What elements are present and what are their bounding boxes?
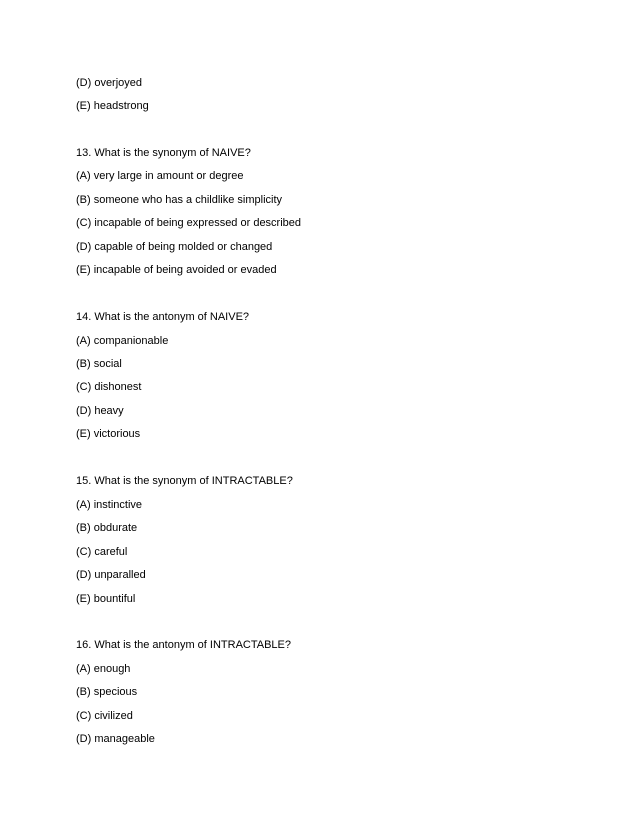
q13-option-e: (E) incapable of being avoided or evaded [76, 264, 277, 276]
option-d-overjoyed: (D) overjoyed [76, 77, 143, 89]
q13-option-c: (C) incapable of being expressed or described [76, 217, 302, 229]
q13-option-d: (D) capable of being molded or changed [76, 241, 273, 253]
q15-option-b: (B) obdurate [76, 522, 138, 534]
q16-option-c: (C) civilized [76, 710, 133, 722]
q16-option-a: (A) enough [76, 663, 131, 675]
question-13: 13. What is the synonym of NAIVE? [76, 147, 251, 159]
question-15: 15. What is the synonym of INTRACTABLE? [76, 475, 293, 487]
option-e-headstrong: (E) headstrong [76, 100, 149, 112]
q14-option-c: (C) dishonest [76, 381, 142, 393]
question-16: 16. What is the antonym of INTRACTABLE? [76, 639, 291, 651]
q14-option-b: (B) social [76, 358, 122, 370]
q14-option-a: (A) companionable [76, 335, 169, 347]
q15-option-c: (C) careful [76, 546, 128, 558]
q13-option-b: (B) someone who has a childlike simplicity [76, 194, 283, 206]
question-14: 14. What is the antonym of NAIVE? [76, 311, 250, 323]
q16-option-d: (D) manageable [76, 733, 155, 745]
q16-option-b: (B) specious [76, 686, 138, 698]
q13-option-a: (A) very large in amount or degree [76, 170, 244, 182]
q15-option-d: (D) unparalled [76, 569, 146, 581]
q15-option-a: (A) instinctive [76, 499, 143, 511]
q15-option-e: (E) bountiful [76, 593, 136, 605]
q14-option-d: (D) heavy [76, 405, 124, 417]
q14-option-e: (E) victorious [76, 428, 141, 440]
